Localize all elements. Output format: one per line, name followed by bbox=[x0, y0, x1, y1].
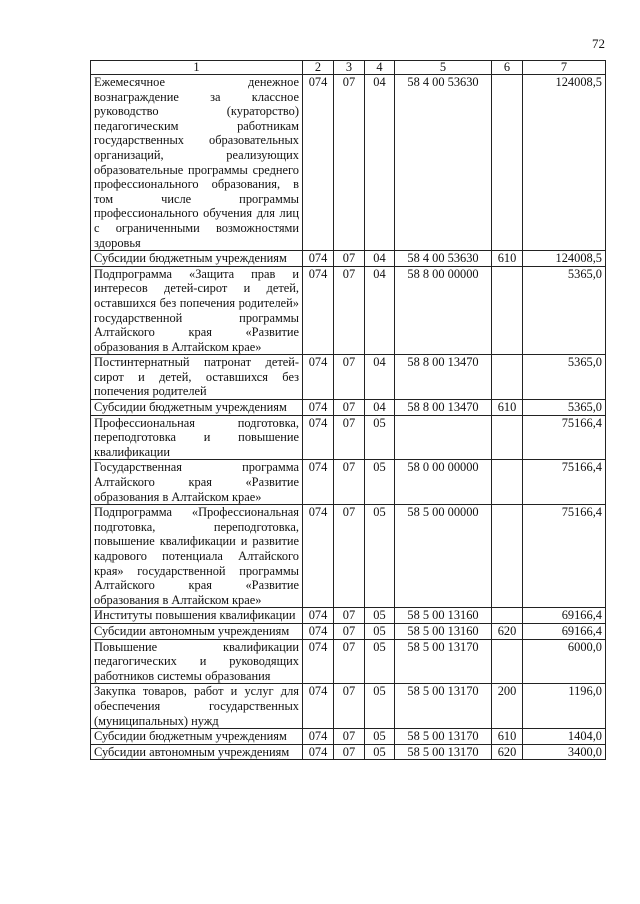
row-rz-cell: 07 bbox=[334, 744, 365, 760]
header-col-4: 4 bbox=[365, 61, 395, 75]
row-sum-cell: 6000,0 bbox=[523, 639, 606, 684]
row-csr-cell: 58 5 00 13160 bbox=[395, 608, 492, 624]
row-vr-cell bbox=[492, 608, 523, 624]
row-rz-cell: 07 bbox=[334, 400, 365, 416]
row-sum-cell: 124008,5 bbox=[523, 251, 606, 267]
row-csr-cell: 58 0 00 00000 bbox=[395, 460, 492, 505]
row-csr-cell: 58 5 00 13170 bbox=[395, 729, 492, 745]
row-csr-cell: 58 8 00 00000 bbox=[395, 266, 492, 355]
row-pr-cell: 05 bbox=[365, 744, 395, 760]
row-pr-cell: 04 bbox=[365, 75, 395, 251]
row-gr-cell: 074 bbox=[303, 415, 334, 460]
header-col-5: 5 bbox=[395, 61, 492, 75]
table-row bbox=[91, 415, 606, 460]
row-csr-cell: 58 5 00 00000 bbox=[395, 505, 492, 608]
row-pr-cell: 05 bbox=[365, 729, 395, 745]
table-row bbox=[91, 505, 606, 608]
row-name-cell: Повышение квалификации педагогических и руководящих работников системы образования bbox=[91, 639, 303, 684]
row-csr-cell: 58 5 00 13170 bbox=[395, 684, 492, 729]
row-pr-cell: 04 bbox=[365, 355, 395, 400]
row-gr-cell: 074 bbox=[303, 744, 334, 760]
row-pr-cell: 05 bbox=[365, 505, 395, 608]
row-rz-cell: 07 bbox=[334, 75, 365, 251]
header-col-1: 1 bbox=[91, 61, 303, 75]
row-name-cell: Субсидии бюджетным учреждениям bbox=[91, 251, 303, 267]
row-gr-cell: 074 bbox=[303, 266, 334, 355]
row-name-cell: Субсидии автономным учреждениям bbox=[91, 623, 303, 639]
table-row bbox=[91, 251, 606, 267]
row-rz-cell: 07 bbox=[334, 729, 365, 745]
row-vr-cell bbox=[492, 639, 523, 684]
row-name-cell: Ежемесячное денежное вознаграждение за классное руководство (кураторство) педагогическим работникам государственных образовательных организаций, реализующих образовательные программы среднего профессионального образования, в том числе программы профессионального обучения для лиц с ограниченными возможностями здоровья bbox=[91, 75, 303, 251]
table-row bbox=[91, 75, 606, 251]
table-row bbox=[91, 744, 606, 760]
table-row bbox=[91, 684, 606, 729]
row-rz-cell: 07 bbox=[334, 623, 365, 639]
row-name-cell: Институты повышения квалификации bbox=[91, 608, 303, 624]
table-row bbox=[91, 623, 606, 639]
table-row bbox=[91, 266, 606, 355]
table-header-row bbox=[91, 61, 606, 75]
row-name-cell: Закупка товаров, работ и услуг для обеспечения государственных (муниципальных) нужд bbox=[91, 684, 303, 729]
row-vr-cell: 620 bbox=[492, 744, 523, 760]
table-body bbox=[91, 75, 606, 760]
row-sum-cell: 69166,4 bbox=[523, 623, 606, 639]
budget-table bbox=[90, 60, 606, 760]
row-name-cell: Постинтернатный патронат детей-сирот и детей, оставшихся без попечения родителей bbox=[91, 355, 303, 400]
header-col-3: 3 bbox=[334, 61, 365, 75]
row-sum-cell: 75166,4 bbox=[523, 460, 606, 505]
row-pr-cell: 05 bbox=[365, 460, 395, 505]
row-sum-cell: 5365,0 bbox=[523, 400, 606, 416]
row-gr-cell: 074 bbox=[303, 460, 334, 505]
row-pr-cell: 05 bbox=[365, 415, 395, 460]
row-gr-cell: 074 bbox=[303, 251, 334, 267]
table-row bbox=[91, 608, 606, 624]
row-rz-cell: 07 bbox=[334, 505, 365, 608]
row-vr-cell: 620 bbox=[492, 623, 523, 639]
row-rz-cell: 07 bbox=[334, 684, 365, 729]
row-sum-cell: 69166,4 bbox=[523, 608, 606, 624]
row-pr-cell: 05 bbox=[365, 684, 395, 729]
row-vr-cell: 200 bbox=[492, 684, 523, 729]
row-rz-cell: 07 bbox=[334, 251, 365, 267]
header-col-6: 6 bbox=[492, 61, 523, 75]
row-vr-cell: 610 bbox=[492, 251, 523, 267]
row-gr-cell: 074 bbox=[303, 639, 334, 684]
row-name-cell: Подпрограмма «Защита прав и интересов детей-сирот и детей, оставшихся без попечения родителей» государственной программы Алтайского края «Развитие образования в Алтайском крае» bbox=[91, 266, 303, 355]
row-gr-cell: 074 bbox=[303, 400, 334, 416]
row-vr-cell bbox=[492, 460, 523, 505]
row-sum-cell: 75166,4 bbox=[523, 415, 606, 460]
row-sum-cell: 75166,4 bbox=[523, 505, 606, 608]
table-row bbox=[91, 355, 606, 400]
row-csr-cell: 58 8 00 13470 bbox=[395, 355, 492, 400]
row-pr-cell: 04 bbox=[365, 251, 395, 267]
row-vr-cell bbox=[492, 266, 523, 355]
row-name-cell: Государственная программа Алтайского края «Развитие образования в Алтайском крае» bbox=[91, 460, 303, 505]
row-name-cell: Субсидии бюджетным учреждениям bbox=[91, 400, 303, 416]
header-col-7: 7 bbox=[523, 61, 606, 75]
row-gr-cell: 074 bbox=[303, 608, 334, 624]
row-vr-cell bbox=[492, 75, 523, 251]
row-rz-cell: 07 bbox=[334, 266, 365, 355]
row-csr-cell bbox=[395, 415, 492, 460]
row-vr-cell: 610 bbox=[492, 400, 523, 416]
row-pr-cell: 05 bbox=[365, 623, 395, 639]
row-sum-cell: 1196,0 bbox=[523, 684, 606, 729]
row-gr-cell: 074 bbox=[303, 75, 334, 251]
table-row bbox=[91, 460, 606, 505]
table-row bbox=[91, 729, 606, 745]
row-rz-cell: 07 bbox=[334, 460, 365, 505]
row-rz-cell: 07 bbox=[334, 415, 365, 460]
row-name-cell: Профессиональная подготовка, переподготовка и повышение квалификации bbox=[91, 415, 303, 460]
row-rz-cell: 07 bbox=[334, 355, 365, 400]
row-pr-cell: 04 bbox=[365, 266, 395, 355]
row-rz-cell: 07 bbox=[334, 608, 365, 624]
row-gr-cell: 074 bbox=[303, 355, 334, 400]
row-csr-cell: 58 8 00 13470 bbox=[395, 400, 492, 416]
table-row bbox=[91, 400, 606, 416]
row-csr-cell: 58 4 00 53630 bbox=[395, 75, 492, 251]
header-col-2: 2 bbox=[303, 61, 334, 75]
row-pr-cell: 05 bbox=[365, 608, 395, 624]
row-pr-cell: 04 bbox=[365, 400, 395, 416]
row-sum-cell: 5365,0 bbox=[523, 266, 606, 355]
row-sum-cell: 124008,5 bbox=[523, 75, 606, 251]
table-row bbox=[91, 639, 606, 684]
row-csr-cell: 58 5 00 13170 bbox=[395, 639, 492, 684]
row-gr-cell: 074 bbox=[303, 623, 334, 639]
row-name-cell: Субсидии автономным учреждениям bbox=[91, 744, 303, 760]
row-vr-cell bbox=[492, 415, 523, 460]
row-csr-cell: 58 5 00 13170 bbox=[395, 744, 492, 760]
row-name-cell: Субсидии бюджетным учреждениям bbox=[91, 729, 303, 745]
page-number: 72 bbox=[592, 36, 605, 51]
row-sum-cell: 1404,0 bbox=[523, 729, 606, 745]
row-gr-cell: 074 bbox=[303, 729, 334, 745]
row-sum-cell: 5365,0 bbox=[523, 355, 606, 400]
row-rz-cell: 07 bbox=[334, 639, 365, 684]
row-vr-cell bbox=[492, 355, 523, 400]
row-gr-cell: 074 bbox=[303, 684, 334, 729]
row-csr-cell: 58 4 00 53630 bbox=[395, 251, 492, 267]
row-sum-cell: 3400,0 bbox=[523, 744, 606, 760]
row-pr-cell: 05 bbox=[365, 639, 395, 684]
row-vr-cell: 610 bbox=[492, 729, 523, 745]
row-csr-cell: 58 5 00 13160 bbox=[395, 623, 492, 639]
row-vr-cell bbox=[492, 505, 523, 608]
row-gr-cell: 074 bbox=[303, 505, 334, 608]
row-name-cell: Подпрограмма «Профессиональная подготовка, переподготовка, повышение квалификации и развитие кадрового потенциала Алтайского края» государственной программы Алтайского края «Развитие образования в Алтайском крае» bbox=[91, 505, 303, 608]
